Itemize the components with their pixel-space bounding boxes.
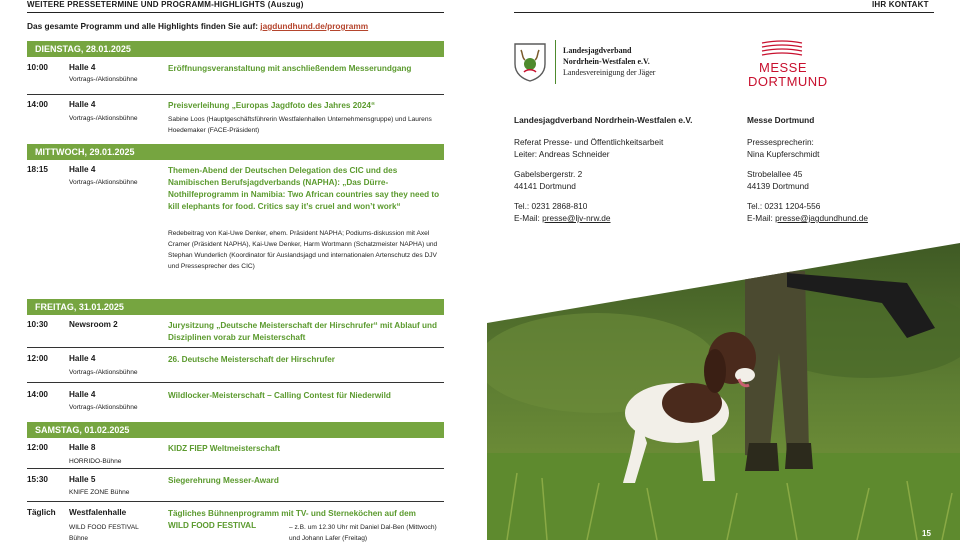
left-header-rule <box>27 12 444 13</box>
event-row <box>27 475 444 501</box>
event-title: 26. Deutsche Meisterschaft der Hirschrufer <box>168 355 335 364</box>
contact-ljv <box>514 114 739 224</box>
event-room: Halle 5 <box>69 475 96 484</box>
messe-logo-line2: DORTMUND <box>748 74 828 89</box>
event-time: Täglich <box>27 508 56 517</box>
event-room: Halle 8 <box>69 443 96 452</box>
ljv-logo-line2: Nordrhein-Westfalen e.V. <box>563 57 650 66</box>
event-title: Themen-Abend der Deutschen Delegation des CIC und des Namibischen Berufsjagdverbands (NAPHA): „Das Dürre-Nothilfeprogramm in Namibia: Two African countries say they need to kill elephants for food. Critics say it’s cruel and won’t work“ <box>168 166 440 211</box>
contact-ljv-tel: Tel.: 0231 2868-810 <box>514 201 588 211</box>
event-stage: Vortrags-/Aktionsbühne <box>69 369 138 376</box>
ljv-logo-divider <box>555 40 556 84</box>
event-stage: Vortrags-/Aktionsbühne <box>69 115 138 122</box>
event-time: 14:00 <box>27 390 48 399</box>
contact-messe-email-link[interactable]: presse@jagdundhund.de <box>775 213 868 223</box>
ljv-logo-line1: Landesjagdverband <box>563 46 632 55</box>
event-title: Preisverleihung „Europas Jagdfoto des Jahres 2024“ <box>168 101 376 110</box>
intro-line <box>27 21 368 31</box>
event-row <box>27 390 444 416</box>
contact-ljv-street: Gabelsbergerstr. 2 <box>514 169 583 179</box>
left-header: WEITERE PRESSETERMINE UND PROGRAMM-HIGHLIGHTS (Auszug) <box>27 0 304 9</box>
event-room: Halle 4 <box>69 165 96 174</box>
event-room: Newsroom 2 <box>69 320 118 329</box>
ljv-crest-icon <box>513 42 547 82</box>
contact-messe-tel: Tel.: 0231 1204-556 <box>747 201 821 211</box>
event-time: 14:00 <box>27 100 48 109</box>
event-title: KIDZ FIEP Weltmeisterschaft <box>168 444 281 453</box>
event-desc: Sabine Loos (Hauptgeschäftsführerin Westfalenhallen Unternehmensgruppe) und Laurens Hoedemaker (FACE-Präsident) <box>168 116 432 134</box>
event-time: 12:00 <box>27 354 48 363</box>
contact-messe-email-label: E-Mail: <box>747 213 773 223</box>
day-bar-saturday: SAMSTAG, 01.02.2025 <box>27 422 444 438</box>
ljv-logo <box>513 40 693 90</box>
event-stage: HORRIDO-Bühne <box>69 458 122 465</box>
day-bar-friday: FREITAG, 31.01.2025 <box>27 299 444 315</box>
event-room: Halle 4 <box>69 390 96 399</box>
event-title: Tägliches Bühnenprogramm mit TV- und Sterneköchen auf dem WILD FOOD FESTIVAL <box>168 509 416 530</box>
event-stage: Vortrags-/Aktionsbühne <box>69 76 138 83</box>
event-title: Wildlocker-Meisterschaft – Calling Contest für Niederwild <box>168 391 391 400</box>
ljv-logo-line3: Landesvereinigung der Jäger <box>563 68 656 77</box>
event-room: Halle 4 <box>69 354 96 363</box>
event-row <box>27 165 444 293</box>
contact-messe-email-line <box>747 212 937 224</box>
contact-ljv-email-label: E-Mail: <box>514 213 540 223</box>
contact-ljv-city: 44141 Dortmund <box>514 181 576 191</box>
event-row <box>27 100 444 140</box>
event-room: Halle 4 <box>69 100 96 109</box>
program-link[interactable]: jagdundhund.de/programm <box>260 21 369 31</box>
event-time: 15:30 <box>27 475 48 484</box>
page-number: 15 <box>922 529 931 538</box>
event-time: 12:00 <box>27 443 48 452</box>
event-stage: KNIFE ZONE Bühne <box>69 489 130 496</box>
event-time: 10:00 <box>27 63 48 72</box>
contact-ljv-dept: Referat Presse- und Öffentlichkeitsarbeit <box>514 137 664 147</box>
divider <box>27 468 444 469</box>
contact-ljv-lead: Leiter: Andreas Schneider <box>514 149 610 159</box>
divider <box>27 382 444 383</box>
messe-logo <box>748 40 828 92</box>
event-desc: – z.B. um 12.30 Uhr mit Daniel Dal-Ben (Mittwoch) und Johann Lafer (Freitag) <box>289 524 437 542</box>
right-header-rule <box>514 12 934 13</box>
event-stage: Vortrags-/Aktionsbühne <box>69 179 138 186</box>
day-bar-tuesday: DIENSTAG, 28.01.2025 <box>27 41 444 57</box>
messe-logo-line1: MESSE <box>758 60 807 75</box>
event-desc: Redebeitrag von Kai-Uwe Denker, ehem. Präsident NAPHA; Podiums-diskussion mit Axel Cramer (Präsident NAPHA), Kai-Uwe Denker, Harm Wortmann (Schatzmeister NAPHA) und Stephan Wunderlich (Koordinator für Auslandsjagd und internationalen Artenschutz des DJV und Pressesprecher des CIC) <box>168 230 438 270</box>
event-row <box>27 443 444 469</box>
event-time: 10:30 <box>27 320 48 329</box>
event-row <box>27 63 444 93</box>
event-stage: WILD FOOD FESTIVAL Bühne <box>69 524 139 542</box>
event-room: Westfalenhalle <box>69 508 127 517</box>
event-stage: Vortrags-/Aktionsbühne <box>69 404 138 411</box>
divider <box>27 347 444 348</box>
right-header: IHR KONTAKT <box>872 0 929 9</box>
event-row <box>27 320 444 346</box>
contact-messe-city: 44139 Dortmund <box>747 181 809 191</box>
event-title: Eröffnungsveranstaltung mit anschließendem Messerundgang <box>168 64 412 73</box>
day-bar-wednesday: MITTWOCH, 29.01.2025 <box>27 144 444 160</box>
divider <box>27 501 444 502</box>
event-room: Halle 4 <box>69 63 96 72</box>
event-title: Siegerehrung Messer-Award <box>168 476 279 485</box>
contact-messe <box>747 114 937 224</box>
contact-messe-person: Nina Kupferschmidt <box>747 149 820 159</box>
contact-messe-role: Pressesprecherin: <box>747 137 814 147</box>
contact-messe-name: Messe Dortmund <box>747 115 815 125</box>
event-time: 18:15 <box>27 165 48 174</box>
contact-messe-street: Strobelallee 45 <box>747 169 803 179</box>
intro-text: Das gesamte Programm und alle Highlights finden Sie auf: <box>27 21 258 31</box>
contact-ljv-name: Landesjagdverband Nordrhein-Westfalen e.V. <box>514 115 693 125</box>
hunting-dog-photo <box>487 243 960 540</box>
messe-waves-icon <box>760 40 804 58</box>
event-row <box>27 354 444 380</box>
divider <box>27 94 444 95</box>
contact-ljv-email-link[interactable]: presse@ljv-nrw.de <box>542 213 611 223</box>
contact-ljv-email-line <box>514 212 739 224</box>
event-title: Jurysitzung „Deutsche Meisterschaft der Hirschrufer“ mit Ablauf und Disziplinen vorab zur Meisterschaft <box>168 321 438 342</box>
event-row <box>27 508 444 540</box>
